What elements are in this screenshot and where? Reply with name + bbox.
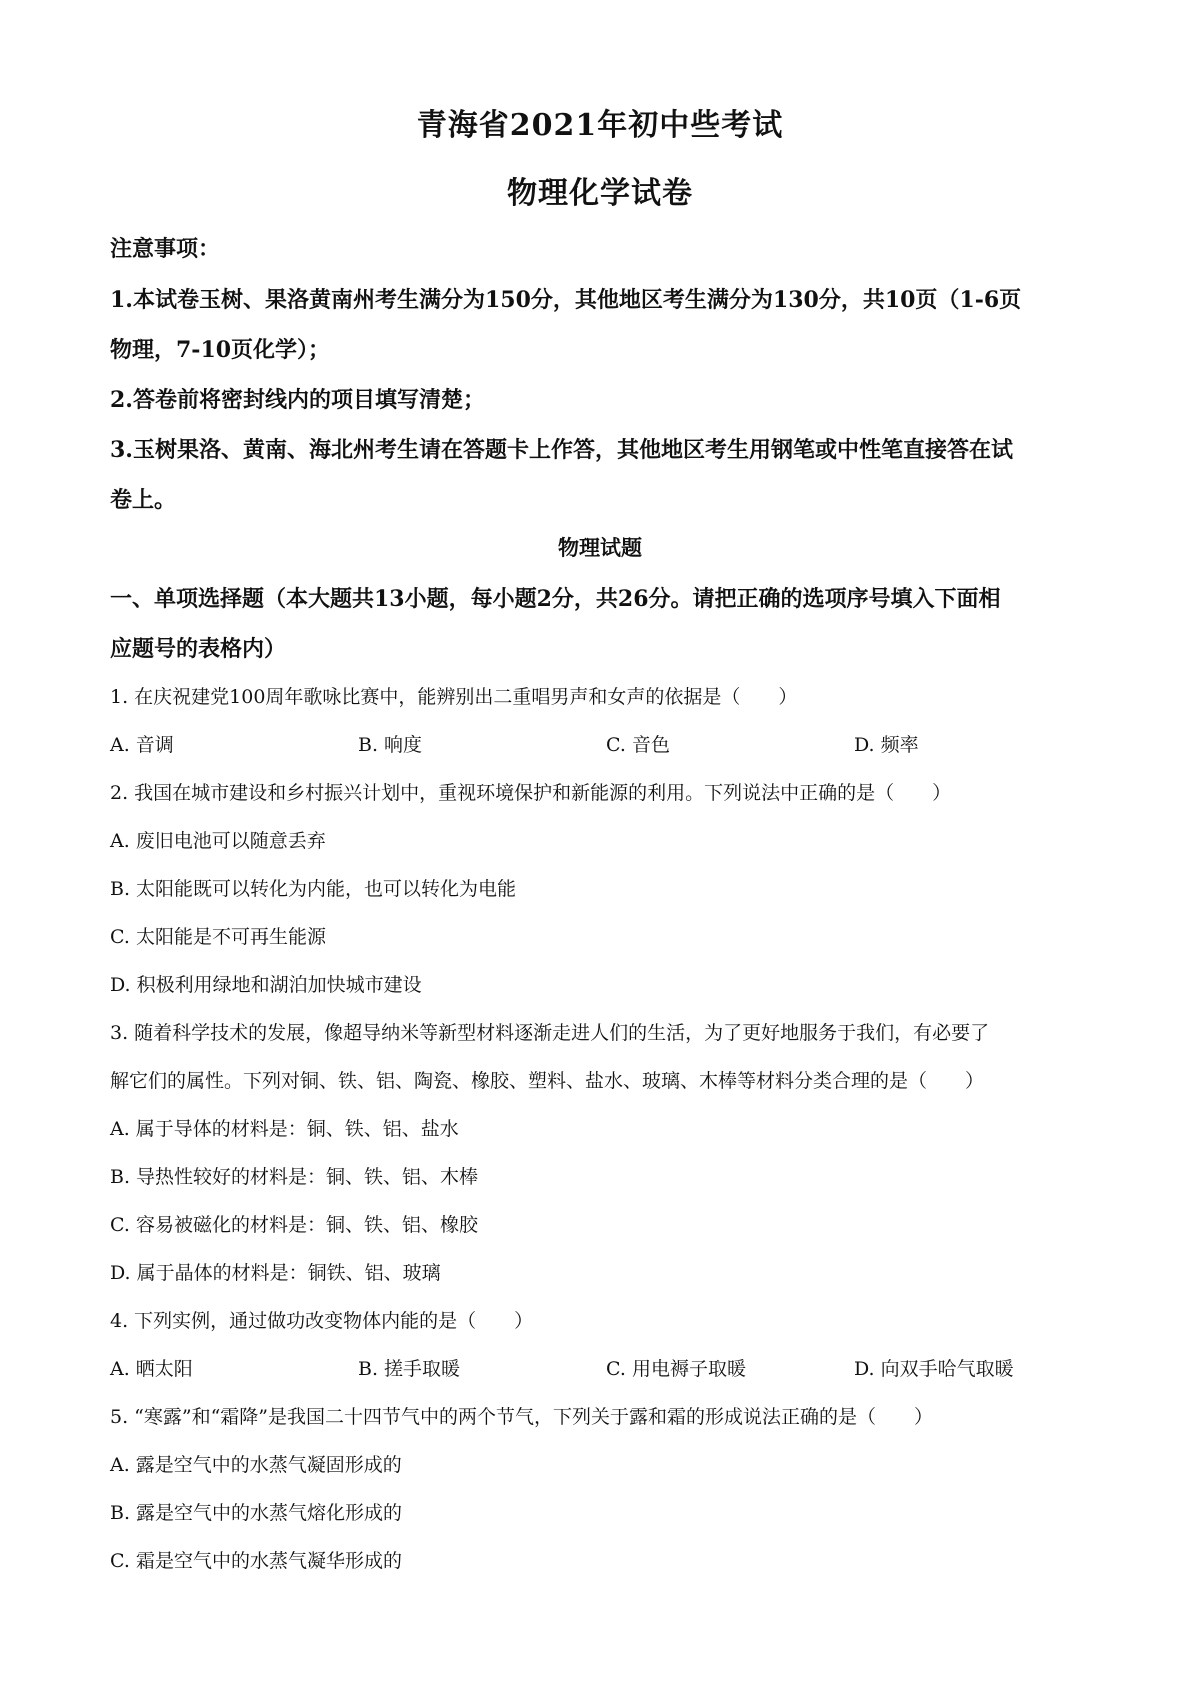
note-3-line-1: 3.玉树果洛、黄南、海北州考生请在答题卡上作答，其他地区考生用钢笔或中性笔直接答在试 xyxy=(110,437,1013,463)
question-4-option-d: D. 向双手哈气取暖 xyxy=(854,1358,1014,1380)
note-1-line-1: 1.本试卷玉树、果洛黄南州考生满分为150分，其他地区考生满分为130分，共10页（1-6页 xyxy=(110,287,1022,313)
question-4-option-b: B. 搓手取暖 xyxy=(358,1358,461,1380)
exam-title: 青海省2021年初中些考试 xyxy=(416,108,784,143)
note-2: 2.答卷前将密封线内的项目填写清楚； xyxy=(110,387,485,413)
question-2-option-a: A. 废旧电池可以随意丢弃 xyxy=(110,830,326,852)
part-1-heading-line-2: 应题号的表格内） xyxy=(110,636,287,662)
question-1-option-b: B. 响度 xyxy=(358,734,423,756)
question-1-option-d: D. 频率 xyxy=(854,734,919,756)
question-5-option-a: A. 露是空气中的水蒸气凝固形成的 xyxy=(110,1454,402,1476)
question-5-option-c: C. 霜是空气中的水蒸气凝华形成的 xyxy=(110,1550,402,1572)
question-1-option-c: C. 音色 xyxy=(606,734,670,756)
question-3-stem-line-1: 3. 随着科学技术的发展，像超导纳米等新型材料逐渐走进人们的生活，为了更好地服务于我们，有必要了 xyxy=(110,1022,990,1044)
note-1-line-2: 物理，7-10页化学）； xyxy=(110,337,331,363)
question-5-stem: 5. “寒露”和“霜降”是我国二十四节气中的两个节气，下列关于露和霜的形成说法正确的是（ ） xyxy=(110,1406,934,1428)
question-3-option-d: D. 属于晶体的材料是：铜铁、铝、玻璃 xyxy=(110,1262,441,1284)
question-1-options xyxy=(110,730,1100,758)
question-3-option-c: C. 容易被磁化的材料是：铜、铁、铝、橡胶 xyxy=(110,1214,478,1236)
question-5-option-b: B. 露是空气中的水蒸气熔化形成的 xyxy=(110,1502,403,1524)
question-4-stem: 4. 下列实例，通过做功改变物体内能的是（ ） xyxy=(110,1310,534,1332)
question-2-stem: 2. 我国在城市建设和乡村振兴计划中，重视环境保护和新能源的利用。下列说法中正确的是（ ） xyxy=(110,782,952,804)
question-1-stem: 1. 在庆祝建党100周年歌咏比赛中，能辨别出二重唱男声和女声的依据是（ ） xyxy=(110,686,798,708)
question-2-option-b: B. 太阳能既可以转化为内能，也可以转化为电能 xyxy=(110,878,517,900)
notes-heading: 注意事项： xyxy=(110,236,221,262)
question-2-option-c: C. 太阳能是不可再生能源 xyxy=(110,926,326,948)
question-3-option-b: B. 导热性较好的材料是：铜、铁、铝、木棒 xyxy=(110,1166,479,1188)
section-title: 物理试题 xyxy=(558,535,642,560)
part-1-heading-line-1: 一、单项选择题（本大题共13小题，每小题2分，共26分。请把正确的选项序号填入下面相 xyxy=(110,586,1001,612)
question-1-option-a: A. 音调 xyxy=(110,734,174,756)
question-3-option-a: A. 属于导体的材料是：铜、铁、铝、盐水 xyxy=(110,1118,459,1140)
question-4-option-c: C. 用电褥子取暖 xyxy=(606,1358,746,1380)
exam-subtitle: 物理化学试卷 xyxy=(507,176,693,211)
question-4-option-a: A. 晒太阳 xyxy=(110,1358,193,1380)
note-3-line-2: 卷上。 xyxy=(110,487,177,513)
question-4-options xyxy=(110,1354,1100,1382)
question-3-stem-line-2: 解它们的属性。下列对铜、铁、铝、陶瓷、橡胶、塑料、盐水、玻璃、木棒等材料分类合理的是（ ） xyxy=(110,1070,985,1092)
question-2-option-d: D. 积极利用绿地和湖泊加快城市建设 xyxy=(110,974,422,996)
